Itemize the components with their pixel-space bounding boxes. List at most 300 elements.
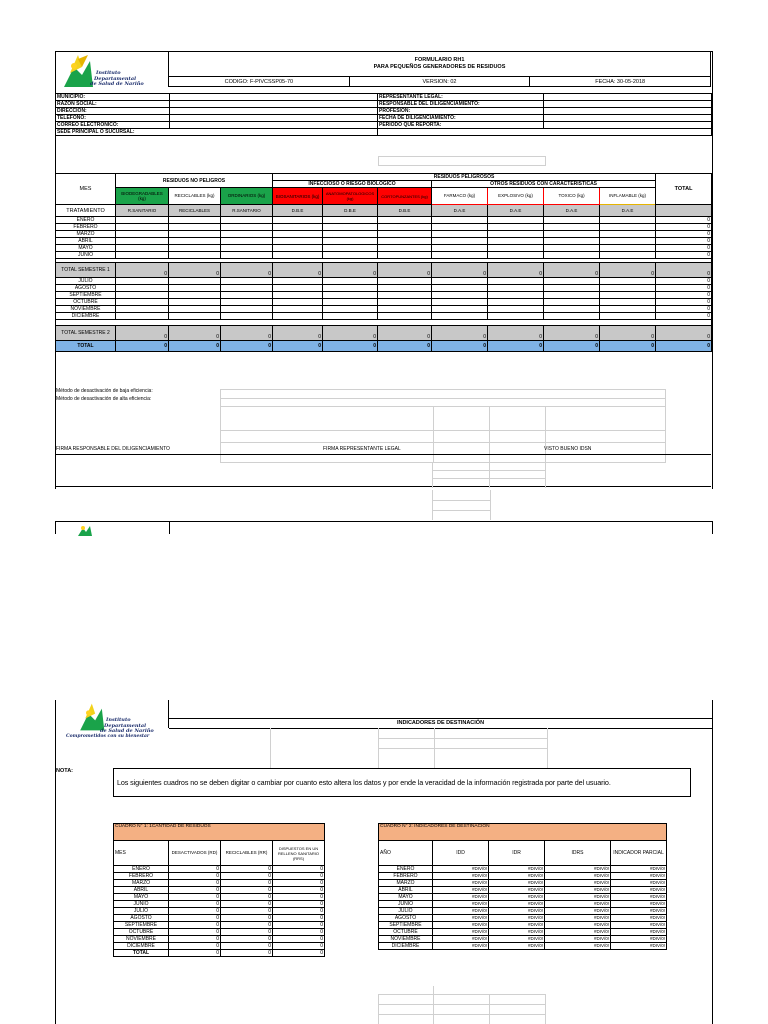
total-cell: 0	[323, 263, 378, 278]
waste-input-cell[interactable]	[378, 224, 432, 231]
cuadro2-value: #DIV/0!	[611, 901, 667, 908]
waste-input-cell[interactable]	[378, 278, 432, 285]
waste-input-cell[interactable]	[323, 224, 378, 231]
cuadro1-value: 0	[169, 922, 221, 929]
month-row	[56, 313, 712, 320]
cuadro2-month: FEBRERO	[379, 873, 433, 880]
cuadro2-month: SEPTIEMBRE	[379, 922, 433, 929]
waste-input-cell[interactable]	[169, 224, 221, 231]
header-otros: OTROS RESIDUOS CON CARACTERISTICAS	[432, 181, 656, 188]
header-infeccioso: INFECCIOSO O RIESGO BIOLOGICO	[273, 181, 432, 188]
waste-input-cell[interactable]	[273, 278, 323, 285]
field-sede-label: SEDE PRINCIPAL O SUCURSAL:	[56, 129, 378, 136]
cuadro1-col-rrs: DISPUESTOS EN UN RELLENO SANITARIO (RRS)	[273, 841, 325, 866]
cuadro1-value: 0	[169, 929, 221, 936]
header-mes: MES	[56, 174, 116, 205]
waste-input-cell[interactable]	[169, 299, 221, 306]
month-label: DICIEMBRE	[56, 313, 116, 320]
cuadro1-row	[114, 936, 325, 943]
field-fecha-dilig-input[interactable]	[544, 115, 712, 122]
waste-input-cell[interactable]	[432, 238, 488, 245]
field-municipio-input[interactable]	[170, 94, 378, 101]
field-periodo-input[interactable]	[544, 122, 712, 129]
ghost-grid-footer	[220, 389, 666, 463]
waste-input-cell[interactable]	[116, 238, 169, 245]
field-razon-social-label: RAZON SOCIAL:	[56, 101, 170, 108]
cuadro2-month: JULIO	[379, 908, 433, 915]
sheet-bottom-line	[55, 486, 711, 487]
tratamiento-cell: D.B.E	[273, 205, 323, 217]
waste-input-cell[interactable]	[116, 231, 169, 238]
waste-input-cell[interactable]	[378, 299, 432, 306]
org-name-line2: Departamental	[104, 722, 146, 729]
cuadro2-month: OCTUBRE	[379, 929, 433, 936]
waste-input-cell[interactable]	[323, 278, 378, 285]
month-row	[56, 231, 712, 238]
row-total-cell: 0	[656, 252, 712, 259]
waste-input-cell[interactable]	[323, 245, 378, 252]
total-cell: 0	[378, 326, 432, 341]
total-row-label: TOTAL	[56, 341, 116, 352]
total-cell: 0	[544, 263, 600, 278]
cuadro1-value: 0	[221, 894, 273, 901]
cuadro2-col-ano: AÑO	[379, 841, 433, 866]
waste-input-cell[interactable]	[221, 238, 273, 245]
waste-input-cell[interactable]	[116, 278, 169, 285]
waste-input-cell[interactable]	[116, 217, 169, 224]
cuadro1-value: 0	[273, 901, 325, 908]
form-header	[168, 51, 711, 87]
waste-input-cell[interactable]	[544, 252, 600, 259]
waste-input-cell[interactable]	[600, 217, 656, 224]
cuadro1-month: MAYO	[114, 894, 169, 901]
cuadro2-value: #DIV/0!	[433, 915, 489, 922]
total-cell: 0	[378, 341, 432, 352]
cuadro1-row	[114, 922, 325, 929]
info-fields-table	[55, 93, 712, 136]
waste-input-cell[interactable]	[600, 292, 656, 299]
waste-input-cell[interactable]	[432, 313, 488, 320]
waste-input-cell[interactable]	[273, 285, 323, 292]
cuadro1-month: DICIEMBRE	[114, 943, 169, 950]
month-row	[56, 285, 712, 292]
tratamiento-cell: R.SANITARIO	[221, 205, 273, 217]
waste-input-cell[interactable]	[116, 245, 169, 252]
cuadro1-value: 0	[221, 880, 273, 887]
waste-input-cell[interactable]	[323, 299, 378, 306]
waste-input-cell[interactable]	[323, 217, 378, 224]
waste-input-cell[interactable]	[273, 292, 323, 299]
total-cell: 0	[600, 263, 656, 278]
cuadro1-value: 0	[273, 908, 325, 915]
visto-bueno-label: VISTO BUENO IDSN	[544, 446, 592, 452]
waste-input-cell[interactable]	[221, 231, 273, 238]
waste-input-cell[interactable]	[378, 292, 432, 299]
waste-input-cell[interactable]	[488, 238, 544, 245]
org-name-line1: Instituto	[96, 70, 121, 76]
field-telefono-input[interactable]	[170, 115, 378, 122]
waste-input-cell[interactable]	[273, 313, 323, 320]
tratamiento-cell: D.A.E	[544, 205, 600, 217]
cuadro1-value: 0	[169, 894, 221, 901]
waste-input-cell[interactable]	[432, 285, 488, 292]
waste-input-cell[interactable]	[221, 252, 273, 259]
waste-input-cell[interactable]	[169, 278, 221, 285]
month-label: OCTUBRE	[56, 299, 116, 306]
cuadro1-month: SEPTIEMBRE	[114, 922, 169, 929]
col-biosanitarios: BIOSANITARIOS (kg)	[273, 188, 323, 205]
waste-input-cell[interactable]	[432, 231, 488, 238]
waste-input-cell[interactable]	[273, 252, 323, 259]
waste-input-cell[interactable]	[544, 238, 600, 245]
total-row	[56, 326, 712, 341]
cuadro1-month: MARZO	[114, 880, 169, 887]
waste-input-cell[interactable]	[600, 224, 656, 231]
org-name-line3: de Salud de Nariño	[90, 81, 144, 87]
waste-input-cell[interactable]	[169, 231, 221, 238]
waste-input-cell[interactable]	[273, 224, 323, 231]
waste-input-cell[interactable]	[169, 285, 221, 292]
cuadro1-row	[114, 943, 325, 950]
waste-input-cell[interactable]	[273, 245, 323, 252]
ghost-box	[378, 156, 546, 166]
cuadro2-value: #DIV/0!	[433, 873, 489, 880]
cuadro2-row	[379, 943, 667, 950]
tratamiento-cell: D.B.E	[378, 205, 432, 217]
total-cell: 0	[116, 341, 169, 352]
col-farmaco: FARMACO (kg)	[432, 188, 488, 205]
field-correo-input[interactable]	[170, 122, 378, 129]
cuadro1-value: 0	[169, 908, 221, 915]
cuadro2-value: #DIV/0!	[545, 922, 611, 929]
waste-input-cell[interactable]	[544, 217, 600, 224]
col-cortopunzantes: CORTOPUNZANTES (kg)	[378, 188, 432, 205]
waste-input-cell[interactable]	[488, 306, 544, 313]
waste-input-cell[interactable]	[488, 313, 544, 320]
waste-input-cell[interactable]	[169, 217, 221, 224]
cuadro2-value: #DIV/0!	[611, 929, 667, 936]
total-cell: 0	[488, 263, 544, 278]
waste-input-cell[interactable]	[169, 238, 221, 245]
month-row	[56, 306, 712, 313]
cuadro2-value: #DIV/0!	[433, 894, 489, 901]
cuadro2-row	[379, 873, 667, 880]
waste-input-cell[interactable]	[169, 252, 221, 259]
waste-input-cell[interactable]	[378, 245, 432, 252]
waste-input-cell[interactable]	[488, 278, 544, 285]
waste-input-cell[interactable]	[323, 292, 378, 299]
ghost-grid-bottom-2	[432, 490, 491, 520]
cuadro1-value: 0	[169, 873, 221, 880]
form-title: FORMULARIO RH1	[414, 57, 465, 63]
cuadro2-value: #DIV/0!	[489, 936, 545, 943]
cuadro2-row	[379, 936, 667, 943]
cuadro1-table	[113, 823, 325, 957]
cuadro2-value: #DIV/0!	[545, 887, 611, 894]
total-cell: 0	[273, 326, 323, 341]
cuadro1-month: NOVIEMBRE	[114, 936, 169, 943]
total-cell: 0	[323, 341, 378, 352]
cuadro2-value: #DIV/0!	[545, 943, 611, 950]
month-row	[56, 238, 712, 245]
waste-input-cell[interactable]	[323, 285, 378, 292]
cuadro1-value: 0	[273, 887, 325, 894]
waste-input-cell[interactable]	[600, 231, 656, 238]
institute-logo-icon	[76, 524, 92, 536]
waste-input-cell[interactable]	[432, 306, 488, 313]
waste-input-cell[interactable]	[544, 285, 600, 292]
cuadro2-value: #DIV/0!	[611, 922, 667, 929]
institute-logo-icon	[60, 53, 94, 89]
cuadro2-value: #DIV/0!	[433, 880, 489, 887]
cuadro2-value: #DIV/0!	[611, 943, 667, 950]
cuadro2-value: #DIV/0!	[545, 901, 611, 908]
waste-input-cell[interactable]	[488, 252, 544, 259]
waste-input-cell[interactable]	[323, 231, 378, 238]
cuadro2-row	[379, 929, 667, 936]
waste-input-cell[interactable]	[378, 231, 432, 238]
waste-input-cell[interactable]	[600, 306, 656, 313]
waste-input-cell[interactable]	[221, 292, 273, 299]
total-cell: 0	[432, 341, 488, 352]
waste-input-cell[interactable]	[488, 231, 544, 238]
waste-input-cell[interactable]	[221, 245, 273, 252]
waste-input-cell[interactable]	[488, 285, 544, 292]
cuadro2-month: MARZO	[379, 880, 433, 887]
cuadro1-value: 0	[273, 894, 325, 901]
waste-input-cell[interactable]	[221, 306, 273, 313]
col-inflamable: INFLAMABLE (kg)	[600, 188, 656, 205]
waste-input-cell[interactable]	[544, 224, 600, 231]
waste-input-cell[interactable]	[378, 252, 432, 259]
waste-input-cell[interactable]	[432, 278, 488, 285]
waste-input-cell[interactable]	[221, 217, 273, 224]
cuadro1-month: ENERO	[114, 866, 169, 873]
waste-input-cell[interactable]	[600, 313, 656, 320]
waste-input-cell[interactable]	[544, 278, 600, 285]
total-cell: 0	[656, 341, 712, 352]
waste-input-cell[interactable]	[432, 292, 488, 299]
cuadro1-total-value: 0	[169, 950, 221, 957]
waste-input-cell[interactable]	[544, 231, 600, 238]
cuadro2-value: #DIV/0!	[611, 887, 667, 894]
month-label: AGOSTO	[56, 285, 116, 292]
waste-input-cell[interactable]	[273, 299, 323, 306]
month-label: JUNIO	[56, 252, 116, 259]
waste-input-cell[interactable]	[169, 245, 221, 252]
waste-input-cell[interactable]	[432, 245, 488, 252]
cuadro2-row	[379, 894, 667, 901]
field-municipio-label: MUNICIPIO:	[56, 94, 170, 101]
cuadro1-col-rd: DESACTIVADOS (RD)	[169, 841, 221, 866]
waste-input-cell[interactable]	[116, 292, 169, 299]
waste-input-cell[interactable]	[378, 285, 432, 292]
cuadro2-value: #DIV/0!	[611, 908, 667, 915]
cuadro2-value: #DIV/0!	[611, 915, 667, 922]
cuadro1-title: CUADRO N° 1: 1CANTIDAD DE RESIDUOS	[114, 824, 325, 841]
cuadro2-value: #DIV/0!	[433, 887, 489, 894]
waste-input-cell[interactable]	[600, 299, 656, 306]
waste-input-cell[interactable]	[169, 313, 221, 320]
waste-input-cell[interactable]	[323, 306, 378, 313]
total-cell: 0	[221, 263, 273, 278]
waste-input-cell[interactable]	[323, 238, 378, 245]
waste-table	[55, 173, 712, 352]
cuadro2-value: #DIV/0!	[489, 943, 545, 950]
row-total-cell: 0	[656, 299, 712, 306]
waste-input-cell[interactable]	[488, 217, 544, 224]
cuadro1-col-mes: MES	[114, 841, 169, 866]
total-cell: 0	[488, 341, 544, 352]
form-date: FECHA: 30-05-2018	[530, 77, 711, 87]
cuadro2-title: CUADRO N° 2: INDICADORES DE DESTINACIÓN	[379, 824, 667, 841]
waste-input-cell[interactable]	[544, 292, 600, 299]
cuadro2-month: JUNIO	[379, 901, 433, 908]
total-cell: 0	[544, 341, 600, 352]
field-profesion-input[interactable]	[544, 108, 712, 115]
cuadro2-col-parcial: INDICADOR PARCIAL	[611, 841, 667, 866]
waste-input-cell[interactable]	[116, 224, 169, 231]
cuadro1-value: 0	[273, 880, 325, 887]
waste-input-cell[interactable]	[432, 299, 488, 306]
total-cell: 0	[432, 326, 488, 341]
waste-input-cell[interactable]	[273, 231, 323, 238]
month-label: MARZO	[56, 231, 116, 238]
total-cell: 0	[600, 341, 656, 352]
month-row	[56, 292, 712, 299]
waste-input-cell[interactable]	[432, 252, 488, 259]
total-cell: 0	[432, 263, 488, 278]
waste-input-cell[interactable]	[378, 306, 432, 313]
waste-input-cell[interactable]	[488, 245, 544, 252]
cuadro2-row	[379, 880, 667, 887]
waste-input-cell[interactable]	[600, 278, 656, 285]
waste-input-cell[interactable]	[544, 299, 600, 306]
field-representante-label: REPRESENTANTE LEGAL:	[378, 94, 544, 101]
cuadro2-value: #DIV/0!	[611, 873, 667, 880]
waste-input-cell[interactable]	[221, 224, 273, 231]
cuadro2-value: #DIV/0!	[489, 915, 545, 922]
cuadro2-value: #DIV/0!	[611, 936, 667, 943]
total-cell: 0	[221, 326, 273, 341]
cuadro2-value: #DIV/0!	[489, 901, 545, 908]
waste-input-cell[interactable]	[323, 252, 378, 259]
waste-input-cell[interactable]	[378, 217, 432, 224]
waste-input-cell[interactable]	[116, 313, 169, 320]
cuadro1-value: 0	[221, 922, 273, 929]
waste-input-cell[interactable]	[600, 245, 656, 252]
cuadro2-value: #DIV/0!	[611, 894, 667, 901]
total-row	[56, 341, 712, 352]
cuadro1-month: ABRIL	[114, 887, 169, 894]
cuadro1-value: 0	[273, 866, 325, 873]
cuadro1-value: 0	[169, 866, 221, 873]
org-slogan: Comprometidos con su bienestar	[66, 734, 150, 739]
month-label: MAYO	[56, 245, 116, 252]
waste-input-cell[interactable]	[544, 313, 600, 320]
cuadro2-value: #DIV/0!	[489, 880, 545, 887]
org-name-line1: Instituto	[106, 717, 131, 723]
waste-input-cell[interactable]	[273, 306, 323, 313]
cuadro2-col-idrs: IDRS	[545, 841, 611, 866]
field-direccion-input[interactable]	[170, 108, 378, 115]
cuadro1-row	[114, 908, 325, 915]
cuadro2-value: #DIV/0!	[433, 929, 489, 936]
cuadro1-value: 0	[273, 929, 325, 936]
waste-input-cell[interactable]	[544, 245, 600, 252]
month-label: FEBRERO	[56, 224, 116, 231]
cuadro1-value: 0	[221, 887, 273, 894]
cuadro1-month: JULIO	[114, 908, 169, 915]
cuadro2-row	[379, 887, 667, 894]
cuadro2-value: #DIV/0!	[433, 866, 489, 873]
row-total-cell: 0	[656, 306, 712, 313]
waste-input-cell[interactable]	[600, 285, 656, 292]
cuadro1-value: 0	[221, 915, 273, 922]
cuadro1-row	[114, 880, 325, 887]
total-row-label: TOTAL SEMESTRE 1	[56, 263, 116, 278]
ghost-grid-bottom3	[378, 994, 546, 1024]
waste-input-cell[interactable]	[273, 217, 323, 224]
waste-input-cell[interactable]	[116, 299, 169, 306]
tratamiento-label: TRATAMIENTO	[56, 205, 116, 217]
waste-input-cell[interactable]	[116, 252, 169, 259]
cuadro2-value: #DIV/0!	[611, 866, 667, 873]
page2-title: INDICADORES DE DESTINACIÓN	[396, 720, 485, 726]
field-representante-input[interactable]	[544, 94, 712, 101]
cuadro1-value: 0	[169, 915, 221, 922]
waste-input-cell[interactable]	[432, 224, 488, 231]
ghost-grid-top2	[270, 728, 548, 769]
cuadro2-value: #DIV/0!	[545, 915, 611, 922]
waste-input-cell[interactable]	[221, 285, 273, 292]
cuadro1-value: 0	[169, 887, 221, 894]
cuadro1-value: 0	[221, 873, 273, 880]
waste-input-cell[interactable]	[432, 217, 488, 224]
waste-input-cell[interactable]	[221, 299, 273, 306]
waste-input-cell[interactable]	[544, 306, 600, 313]
cuadro1-value: 0	[273, 922, 325, 929]
waste-input-cell[interactable]	[169, 306, 221, 313]
cuadro1-value: 0	[273, 936, 325, 943]
waste-input-cell[interactable]	[116, 306, 169, 313]
logo	[60, 53, 168, 91]
cuadro1-value: 0	[221, 908, 273, 915]
waste-input-cell[interactable]	[600, 252, 656, 259]
waste-input-cell[interactable]	[600, 238, 656, 245]
waste-input-cell[interactable]	[221, 278, 273, 285]
field-responsable-input[interactable]	[544, 101, 712, 108]
waste-input-cell[interactable]	[488, 224, 544, 231]
waste-input-cell[interactable]	[273, 238, 323, 245]
waste-input-cell[interactable]	[221, 313, 273, 320]
waste-input-cell[interactable]	[169, 292, 221, 299]
total-cell: 0	[273, 263, 323, 278]
nota-text: Los siguientes cuadros no se deben digitar o cambiar por cuanto esto altera los datos y por ende la veracidad de la información registrada por parte del usuario.	[117, 778, 611, 787]
total-cell: 0	[169, 263, 221, 278]
waste-input-cell[interactable]	[378, 313, 432, 320]
total-cell: 0	[600, 326, 656, 341]
cuadro1-total-value: 0	[221, 950, 273, 957]
waste-input-cell[interactable]	[116, 285, 169, 292]
field-razon-social-input[interactable]	[170, 101, 378, 108]
field-sede-input[interactable]	[378, 129, 712, 136]
waste-input-cell[interactable]	[323, 313, 378, 320]
cuadro1-month: FEBRERO	[114, 873, 169, 880]
waste-input-cell[interactable]	[378, 238, 432, 245]
waste-input-cell[interactable]	[488, 292, 544, 299]
waste-input-cell[interactable]	[488, 299, 544, 306]
